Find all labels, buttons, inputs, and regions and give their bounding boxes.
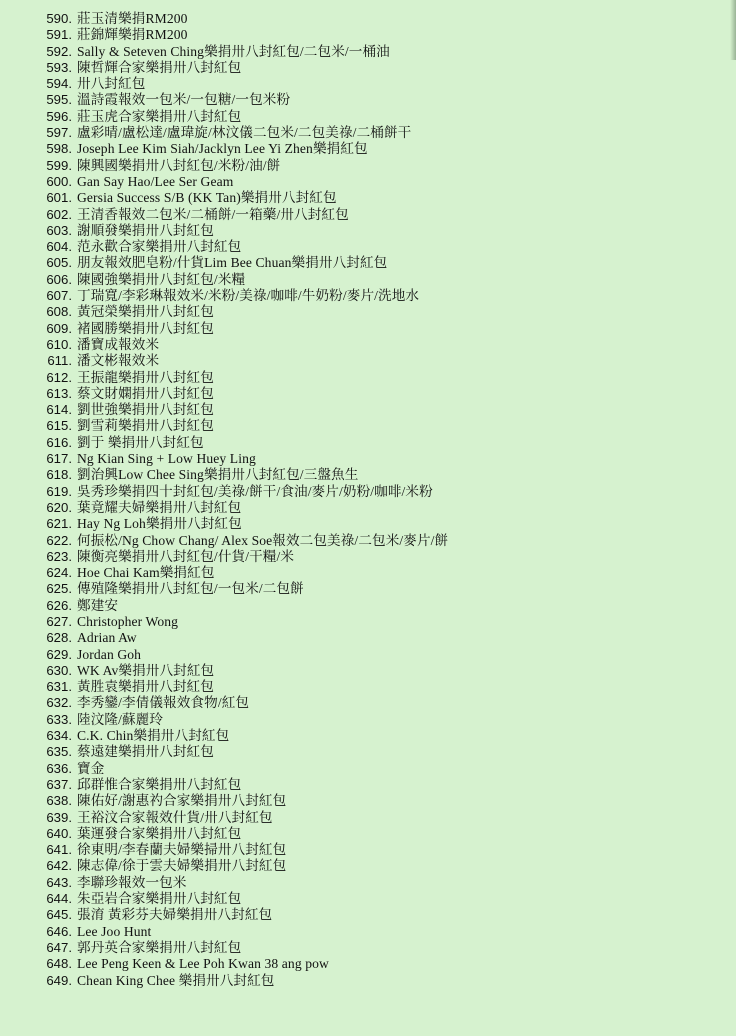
entry-text: 盧彩晴/盧松達/盧瑋旋/林汶儀二包米/二包美祿/二桶餅干: [77, 125, 412, 141]
entry-number: 647.: [46, 939, 72, 955]
donor-list: [24, 11, 736, 989]
list-item: [24, 777, 736, 793]
list-item: [24, 386, 736, 402]
entry-text: Gersia Success S/B (KK Tan)樂捐卅八封紅包: [77, 190, 337, 206]
entry-text: 褚國勝樂捐卅八封紅包: [77, 320, 214, 336]
list-item: [24, 940, 736, 956]
entry-text: Christopher Wong: [77, 613, 179, 629]
entry-text: 范永歡合家樂捐卅八封紅包: [77, 239, 242, 255]
entry-text: 李秀鑾/李倩儀報效食物/紅包: [77, 695, 250, 711]
entry-text: 丁瑞寬/李彩琳報效米/米粉/美祿/咖啡/牛奶粉/麥片/洗地水: [77, 288, 420, 304]
entry-number: 631.: [46, 679, 72, 695]
list-item: [24, 826, 736, 842]
list-item: [24, 679, 736, 695]
list-item: [24, 712, 736, 728]
entry-number: 628.: [46, 630, 72, 646]
entry-number: 617.: [46, 451, 72, 467]
list-item: [24, 924, 736, 940]
entry-number: 616.: [46, 434, 72, 450]
entry-text: 溫詩霞報效一包米/一包糖/一包米粉: [77, 92, 291, 108]
entry-number: 607.: [46, 288, 72, 304]
entry-text: 黃冠榮樂捐卅八封紅包: [77, 304, 214, 320]
list-item: [24, 761, 736, 777]
entry-text: C.K. Chin樂捐卅八封紅包: [77, 728, 230, 744]
entry-number: 626.: [46, 597, 72, 613]
entry-number: 602.: [46, 206, 72, 222]
entry-text: 李聯珍報效一包米: [77, 874, 187, 890]
list-item: [24, 695, 736, 711]
list-item: [24, 109, 736, 125]
entry-number: 594.: [46, 76, 72, 92]
entry-text: 黃胜袁樂捐卅八封紅包: [77, 679, 214, 695]
list-item: [24, 27, 736, 43]
list-item: [24, 272, 736, 288]
entry-number: 595.: [46, 92, 72, 108]
entry-number: 596.: [46, 108, 72, 124]
entry-text: 傳殖隆樂捐卅八封紅包/一包米/二包餅: [77, 581, 304, 597]
list-item: [24, 793, 736, 809]
entry-text: Joseph Lee Kim Siah/Jacklyn Lee Yi Zhen樂捐紅包: [77, 141, 368, 157]
entry-text: 劉治興Low Chee Sing樂捐卅八封紅包/三盤魚生: [77, 467, 359, 483]
entry-text: 陳佑好/謝惠礿合家樂捐卅八封紅包: [77, 793, 287, 809]
list-item: [24, 810, 736, 826]
entry-number: 601.: [46, 190, 72, 206]
entry-number: 606.: [46, 271, 72, 287]
entry-number: 629.: [46, 646, 72, 662]
entry-text: 潘文彬報效米: [77, 353, 160, 369]
entry-text: Adrian Aw: [77, 630, 137, 646]
entry-text: 朱亞岩合家樂捐卅八封紅包: [77, 891, 242, 907]
entry-number: 605.: [46, 255, 72, 271]
list-item: [24, 842, 736, 858]
entry-text: Ng Kian Sing + Low Huey Ling: [77, 451, 256, 467]
entry-number: 623.: [46, 548, 72, 564]
entry-text: 何振松/Ng Chow Chang/ Alex Soe報效二包美祿/二包米/麥片/餅: [77, 532, 449, 548]
entry-number: 621.: [46, 516, 72, 532]
entry-text: 陳志偉/徐于雲夫婦樂捐卅八封紅包: [77, 858, 287, 874]
entry-text: Jordan Goh: [77, 646, 142, 662]
entry-text: 莊玉虎合家樂捐卅八封紅包: [77, 108, 242, 124]
entry-number: 637.: [46, 776, 72, 792]
entry-text: Lee Peng Keen & Lee Poh Kwan 38 ang pow: [77, 956, 329, 972]
list-item: [24, 370, 736, 386]
entry-number: 622.: [46, 532, 72, 548]
entry-number: 604.: [46, 239, 72, 255]
list-item: [24, 239, 736, 255]
entry-number: 591.: [46, 27, 72, 43]
list-item: [24, 598, 736, 614]
entry-text: 莊錦輝樂捐RM200: [77, 27, 188, 43]
entry-text: 陸汶隆/蘇麗玲: [77, 711, 164, 727]
entry-number: 590.: [46, 11, 72, 26]
entry-number: 636.: [46, 760, 72, 776]
entry-number: 648.: [46, 956, 72, 972]
list-item: [24, 467, 736, 483]
entry-number: 630.: [46, 662, 72, 678]
list-item: [24, 11, 736, 27]
entry-text: 劉于 樂捐卅八封紅包: [77, 434, 204, 450]
entry-text: 潘寶成報效米: [77, 336, 160, 352]
list-item: [24, 207, 736, 223]
list-item: [24, 891, 736, 907]
list-item: [24, 125, 736, 141]
list-item: [24, 451, 736, 467]
list-item: [24, 60, 736, 76]
entry-text: 莊玉清樂捐RM200: [77, 11, 188, 26]
entry-number: 639.: [46, 809, 72, 825]
entry-text: 寶金: [77, 760, 105, 776]
entry-number: 599.: [46, 157, 72, 173]
entry-text: 葉運發合家樂捐卅八封紅包: [77, 825, 242, 841]
entry-text: WK Av樂捐卅八封紅包: [77, 662, 215, 678]
list-item: [24, 288, 736, 304]
list-item: [24, 418, 736, 434]
list-item: [24, 141, 736, 157]
list-item: [24, 907, 736, 923]
entry-number: 633.: [46, 711, 72, 727]
entry-number: 642.: [46, 858, 72, 874]
entry-text: 陳興國樂捐卅八封紅包/米粉/油/餅: [77, 157, 281, 173]
entry-number: 619.: [46, 483, 72, 499]
list-item: [24, 500, 736, 516]
entry-text: 鄭建安: [77, 597, 119, 613]
entry-text: Lee Joo Hunt: [77, 923, 152, 939]
entry-text: 劉雪莉樂捐卅八封紅包: [77, 418, 214, 434]
list-item: [24, 875, 736, 891]
entry-text: 郭丹英合家樂捐卅八封紅包: [77, 939, 242, 955]
list-item: [24, 565, 736, 581]
entry-number: 603.: [46, 222, 72, 238]
entry-number: 649.: [46, 972, 72, 988]
entry-text: Gan Say Hao/Lee Ser Geam: [77, 173, 234, 189]
entry-text: 劉世強樂捐卅八封紅包: [77, 402, 214, 418]
entry-number: 641.: [46, 842, 72, 858]
entry-text: 邱群惟合家樂捐卅八封紅包: [77, 776, 242, 792]
list-item: [24, 223, 736, 239]
list-item: [24, 353, 736, 369]
list-item: [24, 663, 736, 679]
entry-text: 卅八封紅包: [77, 76, 146, 92]
entry-number: 610.: [46, 336, 72, 352]
list-item: [24, 516, 736, 532]
page-edge-shadow: [730, 0, 736, 60]
entry-text: 陳哲輝合家樂捐卅八封紅包: [77, 59, 242, 75]
entry-text: 王裕汶合家報效什貨/卅八封紅包: [77, 809, 273, 825]
entry-text: Sally & Seteven Ching樂捐卅八封紅包/二包米/一桶油: [77, 43, 390, 59]
list-item: [24, 973, 736, 989]
list-item: [24, 435, 736, 451]
entry-text: 吳秀珍樂捐四十封紅包/美祿/餅干/食油/麥片/奶粉/咖啡/米粉: [77, 483, 433, 499]
list-item: [24, 92, 736, 108]
list-item: [24, 630, 736, 646]
entry-number: 593.: [46, 59, 72, 75]
entry-number: 592.: [46, 43, 72, 59]
entry-number: 609.: [46, 320, 72, 336]
list-item: [24, 549, 736, 565]
list-item: [24, 484, 736, 500]
list-item: [24, 158, 736, 174]
entry-number: 625.: [46, 581, 72, 597]
entry-text: 謝順發樂捐卅八封紅包: [77, 222, 214, 238]
list-item: [24, 44, 736, 60]
list-item: [24, 402, 736, 418]
list-item: [24, 255, 736, 271]
list-item: [24, 76, 736, 92]
entry-text: 張淯 黃彩芬夫婦樂捐卅八封紅包: [77, 907, 273, 923]
list-item: [24, 337, 736, 353]
entry-text: 葉竟耀夫婦樂捐卅八封紅包: [77, 499, 242, 515]
list-item: [24, 614, 736, 630]
entry-number: 608.: [46, 304, 72, 320]
list-item: [24, 321, 736, 337]
entry-number: 634.: [46, 728, 72, 744]
entry-number: 618.: [46, 467, 72, 483]
list-item: [24, 174, 736, 190]
entry-number: 624.: [46, 565, 72, 581]
entry-number: 640.: [46, 825, 72, 841]
list-item: [24, 647, 736, 663]
entry-text: 陳衡亮樂捐卅八封紅包/什貨/干糧/米: [77, 548, 295, 564]
entry-text: 蔡遠建樂捐卅八封紅包: [77, 744, 214, 760]
entry-text: Hoe Chai Kam樂捐紅包: [77, 565, 215, 581]
entry-number: 645.: [46, 907, 72, 923]
entry-number: 632.: [46, 695, 72, 711]
list-item: [24, 744, 736, 760]
list-item: [24, 858, 736, 874]
list-item: [24, 190, 736, 206]
list-item: [24, 581, 736, 597]
entry-text: Chean King Chee 樂捐卅八封紅包: [77, 972, 275, 988]
entry-text: 蔡文財嫻捐卅八封紅包: [77, 385, 214, 401]
entry-text: 朋友報效肥皂粉/什貨Lim Bee Chuan樂捐卅八封紅包: [77, 255, 388, 271]
entry-number: 635.: [46, 744, 72, 760]
entry-text: Hay Ng Loh樂捐卅八封紅包: [77, 516, 242, 532]
entry-text: 陳國強樂捐卅八封紅包/米糧: [77, 271, 246, 287]
entry-text: 徐東明/李春蘭夫婦樂掃卅八封紅包: [77, 842, 287, 858]
entry-text: 王振龍樂捐卅八封紅包: [77, 369, 214, 385]
list-item: [24, 533, 736, 549]
entry-number: 598.: [46, 141, 72, 157]
entry-number: 638.: [46, 793, 72, 809]
entry-number: 613.: [46, 385, 72, 401]
entry-number: 643.: [46, 874, 72, 890]
entry-number: 597.: [46, 125, 72, 141]
list-item: [24, 304, 736, 320]
list-item: [24, 728, 736, 744]
entry-number: 620.: [46, 499, 72, 515]
entry-number: 614.: [46, 402, 72, 418]
entry-number: 646.: [46, 923, 72, 939]
list-item: [24, 956, 736, 972]
entry-number: 627.: [46, 613, 72, 629]
entry-number: 615.: [46, 418, 72, 434]
entry-number: 600.: [46, 173, 72, 189]
entry-number: 611.: [47, 353, 72, 369]
entry-number: 612.: [46, 369, 72, 385]
entry-number: 644.: [46, 891, 72, 907]
entry-text: 王清香報效二包米/二桶餅/一箱藥/卅八封紅包: [77, 206, 349, 222]
